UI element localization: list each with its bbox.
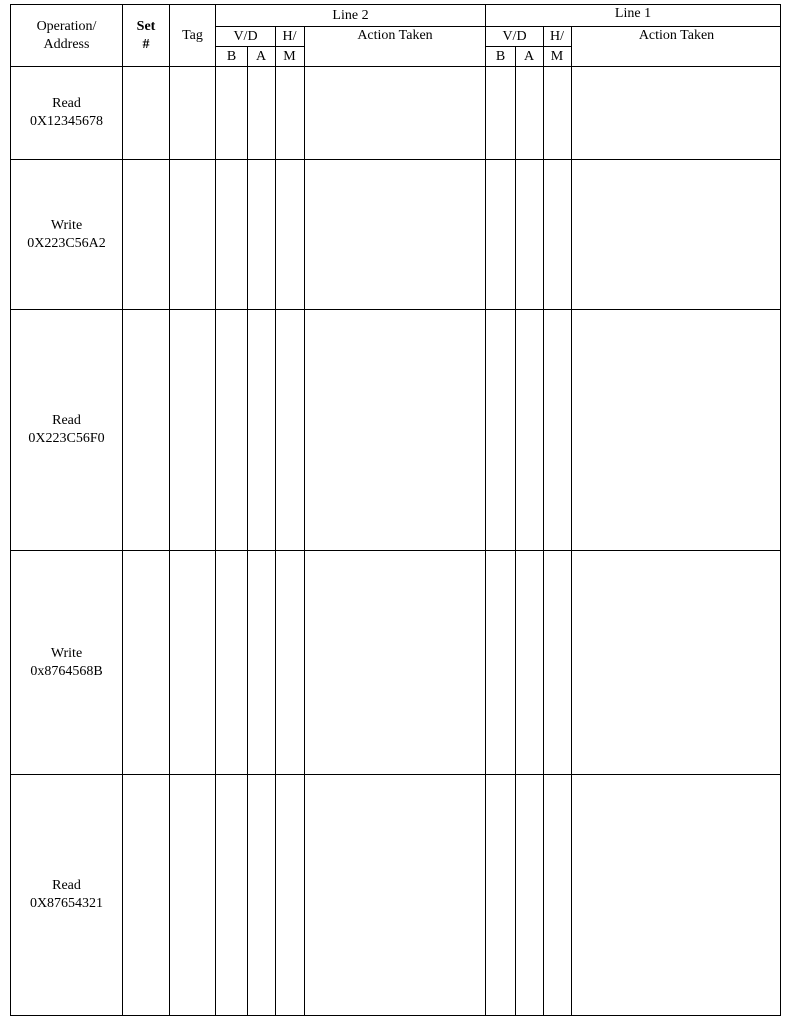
- grid-line-row-4: [10, 774, 781, 775]
- table-row-5-operation-address: [11, 775, 122, 1015]
- grid-line-col-line1-action: [571, 26, 572, 1016]
- header-line2-vd: V/D: [233, 28, 258, 44]
- table-row-2-operation-address: [11, 160, 122, 309]
- header-operation-address: Operation/ Address: [36, 18, 97, 52]
- grid-line-top: [10, 4, 781, 5]
- row-operation: Write: [50, 217, 83, 233]
- grid-line-col-left: [10, 4, 11, 1016]
- header-line2-hm-top: H/: [282, 28, 297, 44]
- grid-line-line-group-divider: [216, 26, 781, 27]
- header-line2: Line 2: [332, 8, 369, 23]
- row-operation: Write: [50, 645, 83, 661]
- grid-line-col-line2: [215, 4, 216, 1016]
- grid-line-line1-subhead: [486, 46, 572, 47]
- header-line1-a: A: [523, 48, 535, 64]
- grid-line-col-right: [780, 4, 781, 1016]
- header-line1-action-taken: Action Taken: [638, 28, 715, 43]
- grid-line-line2-subhead: [216, 46, 305, 47]
- table-row-3-operation-address: [11, 310, 122, 550]
- header-line1-b: B: [495, 48, 506, 64]
- grid-line-row-1: [10, 159, 781, 160]
- header-set: Set #: [136, 18, 156, 52]
- grid-line-col-line1: [485, 4, 486, 1016]
- table-row-4-operation-address: [11, 551, 122, 774]
- header-line2-a: A: [255, 48, 267, 64]
- grid-line-col-tag: [169, 4, 170, 1016]
- row-address: 0X223C56A2: [27, 235, 106, 251]
- header-line1-vd: V/D: [502, 28, 527, 44]
- grid-line-header-bottom: [10, 66, 781, 67]
- grid-line-col-line1-hm: [543, 26, 544, 1016]
- header-line2-b: B: [226, 48, 237, 64]
- row-address: 0X87654321: [29, 896, 104, 911]
- grid-line-row-2: [10, 309, 781, 310]
- header-line1-hm-bottom: M: [550, 48, 564, 64]
- header-tag: Tag: [182, 27, 203, 43]
- row-address: 0X12345678: [29, 114, 104, 129]
- header-line2-hm-bottom: M: [283, 48, 296, 64]
- row-address: 0x8764568B: [30, 663, 103, 679]
- grid-line-row-3: [10, 550, 781, 551]
- header-line1: Line 1: [614, 6, 652, 21]
- table-row-1-operation-address: [11, 67, 122, 159]
- row-operation: Read: [52, 413, 81, 428]
- grid-line-col-line2-hm: [275, 26, 276, 1016]
- grid-line-col-line2-a: [247, 46, 248, 1016]
- grid-line-bottom: [10, 1015, 781, 1016]
- grid-line-col-set: [122, 4, 123, 1016]
- header-line2-action-taken: Action Taken: [357, 28, 433, 43]
- header-line1-hm-top: H/: [550, 28, 564, 44]
- row-address: 0X223C56F0: [28, 431, 105, 446]
- grid-line-col-line2-action: [304, 26, 305, 1016]
- row-operation: Read: [52, 96, 81, 111]
- row-operation: Read: [52, 878, 81, 893]
- grid-line-col-line1-a: [515, 46, 516, 1016]
